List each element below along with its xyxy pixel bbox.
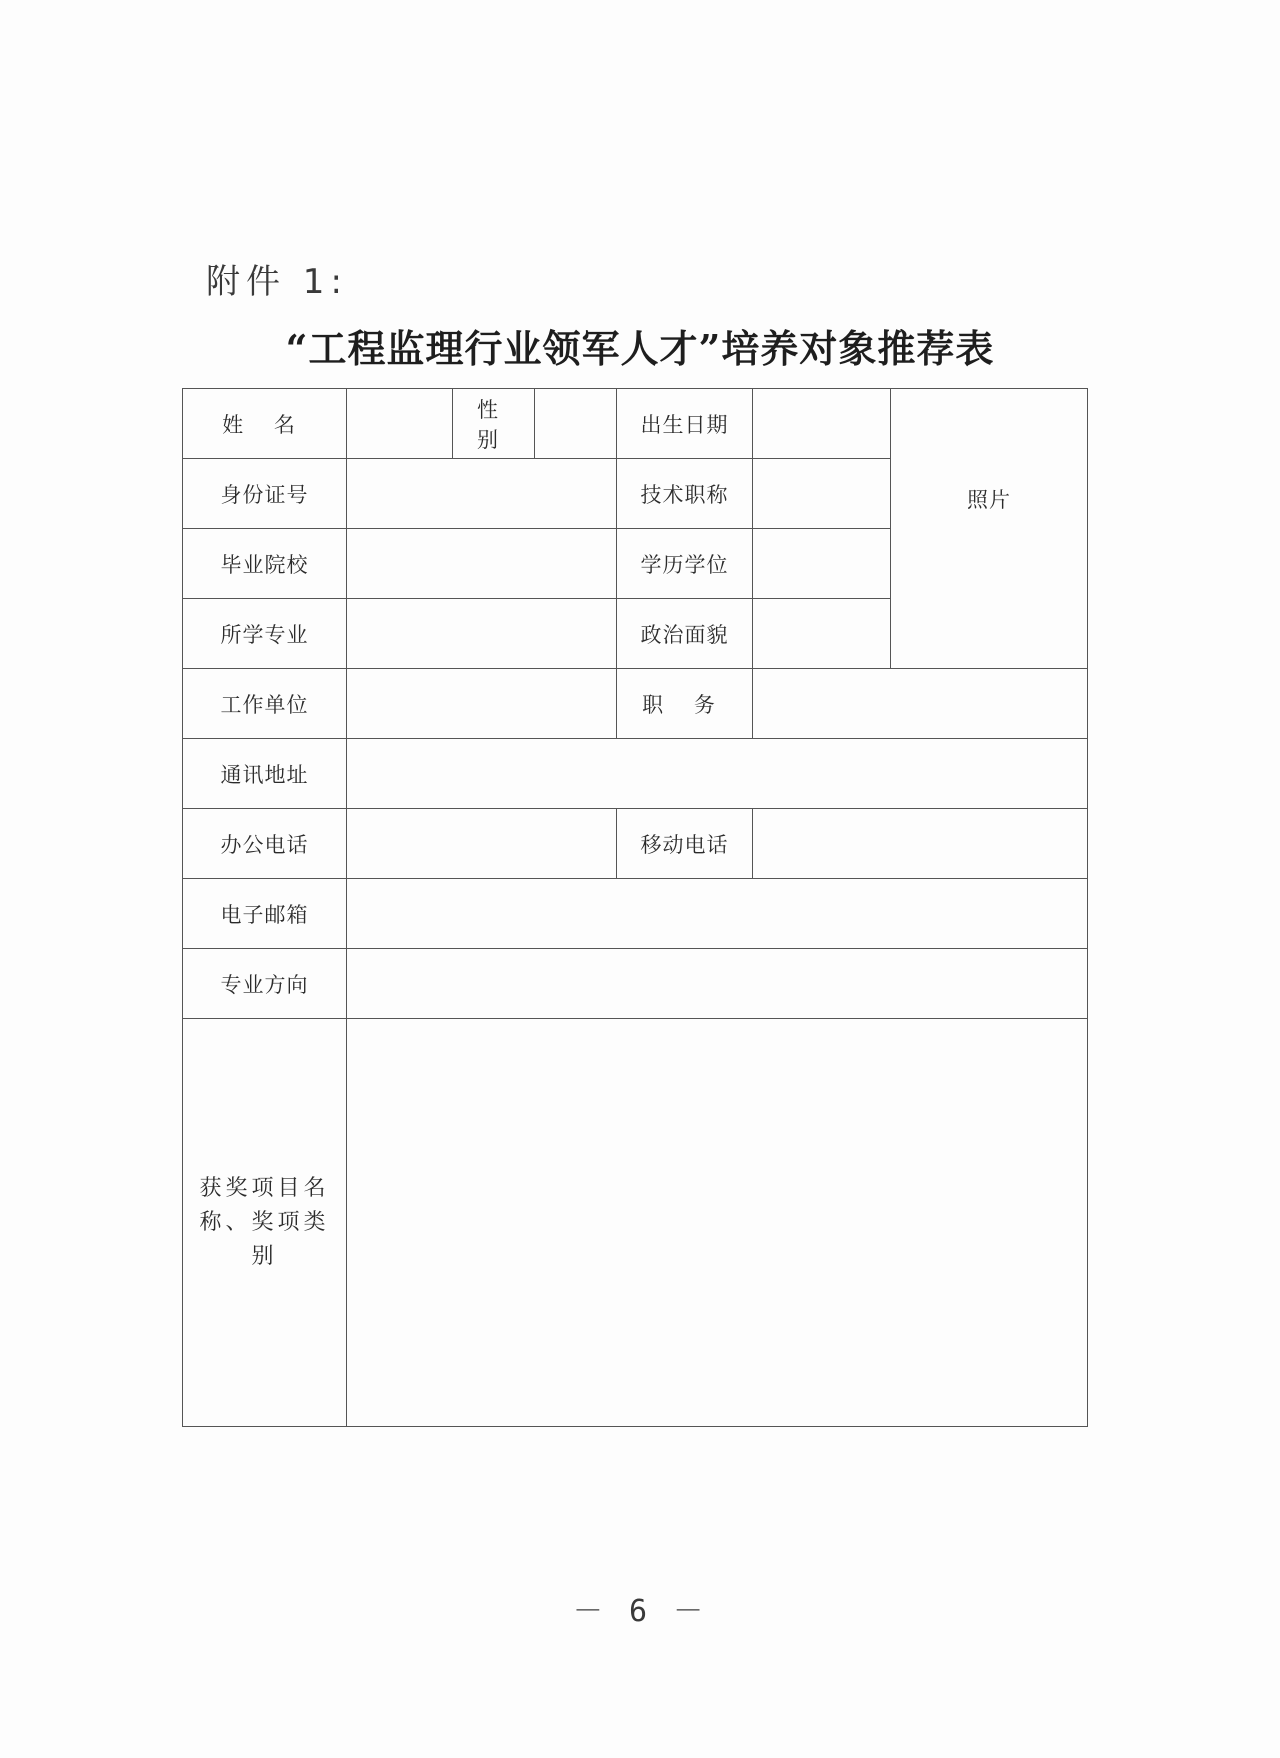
birth-date-label: 出生日期 xyxy=(617,389,753,459)
work-unit-label: 工作单位 xyxy=(183,669,347,739)
mobile-phone-label: 移动电话 xyxy=(617,809,753,879)
specialty-label: 专业方向 xyxy=(183,949,347,1019)
technical-title-field[interactable] xyxy=(753,459,891,529)
gender-field[interactable] xyxy=(535,389,617,459)
email-label: 电子邮箱 xyxy=(183,879,347,949)
page-title: “工程监理行业领军人才”培养对象推荐表 xyxy=(285,326,995,371)
political-status-label: 政治面貌 xyxy=(617,599,753,669)
mailing-address-label: 通讯地址 xyxy=(183,739,347,809)
page-number: － 6 － xyxy=(572,1594,708,1629)
table-row xyxy=(183,1019,1088,1427)
office-phone-field[interactable] xyxy=(347,809,617,879)
specialty-field[interactable] xyxy=(347,949,1088,1019)
position-field[interactable] xyxy=(753,669,1088,739)
table-row xyxy=(183,879,1088,949)
attachment-label: 附件 1: xyxy=(206,262,348,302)
table-row xyxy=(183,949,1088,1019)
graduated-school-label: 毕业院校 xyxy=(183,529,347,599)
table-row xyxy=(183,739,1088,809)
political-status-field[interactable] xyxy=(753,599,891,669)
recommendation-form-table xyxy=(182,388,1088,1427)
mailing-address-field[interactable] xyxy=(347,739,1088,809)
awards-field[interactable] xyxy=(347,1019,1088,1427)
technical-title-label: 技术职称 xyxy=(617,459,753,529)
id-number-field[interactable] xyxy=(347,459,617,529)
graduated-school-field[interactable] xyxy=(347,529,617,599)
education-degree-label: 学历学位 xyxy=(617,529,753,599)
work-unit-field[interactable] xyxy=(347,669,617,739)
major-field[interactable] xyxy=(347,599,617,669)
office-phone-label: 办公电话 xyxy=(183,809,347,879)
mobile-phone-field[interactable] xyxy=(753,809,1088,879)
position-label: 职 务 xyxy=(617,669,753,739)
awards-label: 获奖项目名称、奖项类别 xyxy=(183,1019,347,1427)
table-row xyxy=(183,669,1088,739)
name-label: 姓 名 xyxy=(183,389,347,459)
birth-date-field[interactable] xyxy=(753,389,891,459)
name-field[interactable] xyxy=(347,389,453,459)
photo-label: 照片 xyxy=(967,487,1011,512)
table-row xyxy=(183,809,1088,879)
gender-label: 性 别 xyxy=(453,389,535,459)
id-number-label: 身份证号 xyxy=(183,459,347,529)
email-field[interactable] xyxy=(347,879,1088,949)
table-row xyxy=(183,389,1088,459)
photo-box[interactable] xyxy=(891,389,1088,669)
major-label: 所学专业 xyxy=(183,599,347,669)
education-degree-field[interactable] xyxy=(753,529,891,599)
